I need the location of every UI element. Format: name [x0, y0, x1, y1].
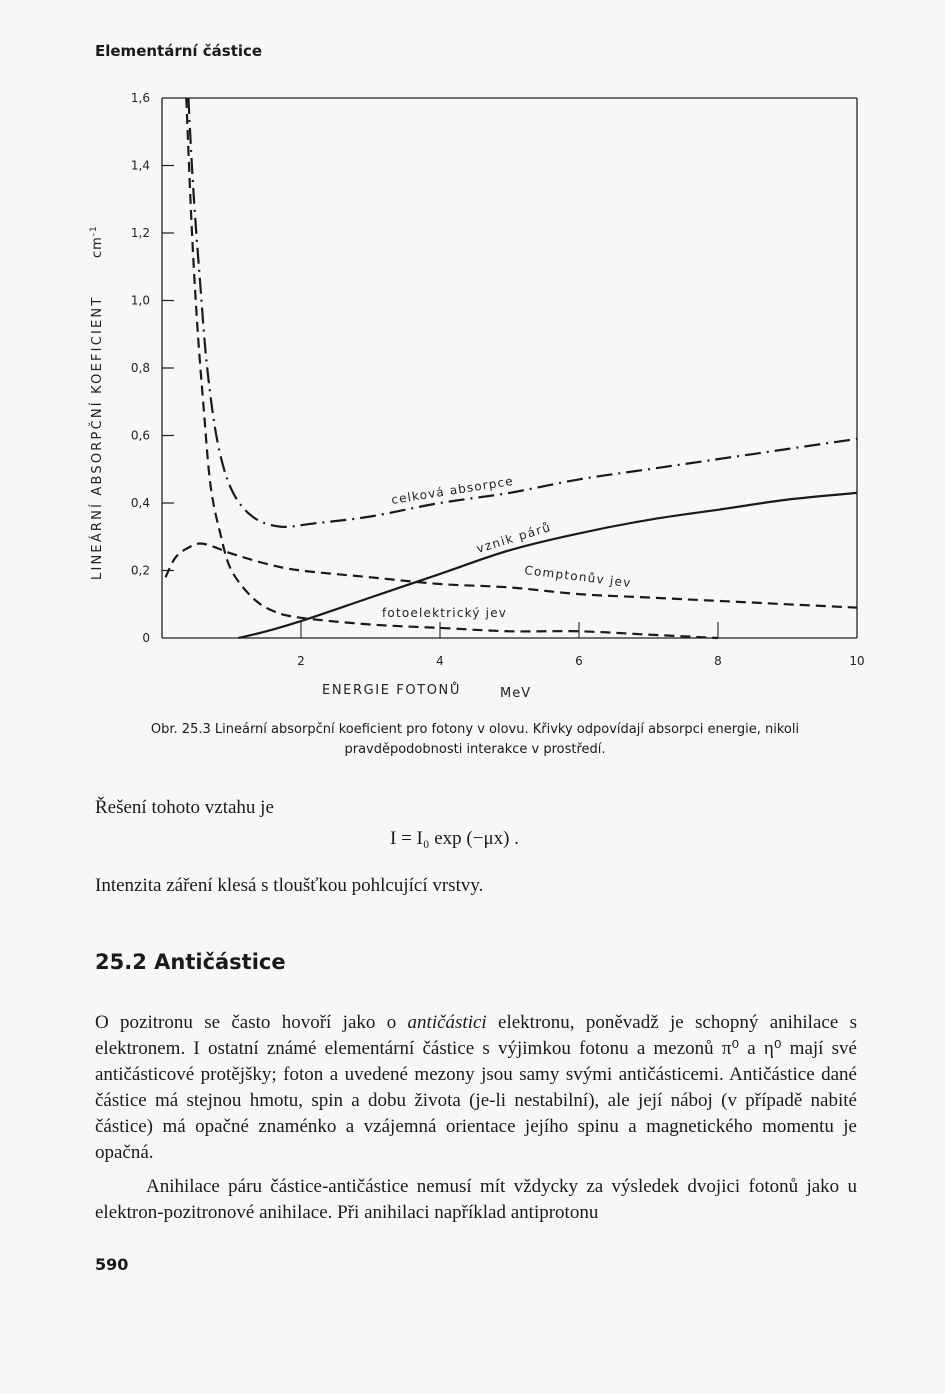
y-tick-label: 1,2	[130, 226, 150, 240]
y-tick-label: 0,8	[130, 361, 150, 375]
y-axis-label: LINEÁRNÍ ABSORPČNÍ KOEFICIENT	[90, 295, 105, 580]
equation: I = I₀ exp (−μx) .	[390, 828, 519, 849]
x-axis-unit: MeV	[500, 686, 532, 701]
plot-frame	[162, 98, 857, 638]
label-photoelectric-effect: fotoelektrický jev	[382, 606, 508, 620]
y-axis-unit: $cm^{-1}$	[89, 225, 105, 258]
y-tick-label: 0,6	[130, 428, 150, 443]
running-head: Elementární částice	[95, 42, 263, 60]
section-heading: 25.2 Antičástice	[95, 950, 286, 974]
label-pair-production: vznik párů	[474, 519, 554, 556]
y-tick-label: 1,4	[130, 158, 150, 173]
series-line-0	[188, 98, 857, 527]
page-number: 590	[95, 1255, 129, 1274]
x-tick-label: 6	[575, 654, 583, 668]
label-total-absorption: celková absorpce	[390, 473, 515, 507]
paragraph-antiparticle-start: O pozitronu se často hovoří jako o	[95, 1012, 408, 1033]
term-antiparticle: antičástici	[407, 1012, 487, 1033]
y-tick-label: 0,2	[130, 563, 150, 578]
paragraph-intensity: Intenzita záření klesá s tloušťkou pohlcující vrstvy.	[95, 875, 484, 896]
x-axis-label: ENERGIE FOTONŮ	[322, 683, 461, 698]
series-line-2	[166, 544, 858, 608]
figure-caption: Obr. 25.3 Lineární absorpční koeficient pro fotony v olovu. Křivky odpovídají absorpci energie, nikoli pravděpodobnosti interakce v prostředí.	[150, 722, 800, 757]
label-compton-effect: Comptonův jev	[523, 563, 633, 591]
y-tick-label: 1,6	[130, 91, 150, 105]
y-tick-label: 1,0	[130, 293, 150, 308]
paragraph-solution: Řešení tohoto vztahu je	[95, 797, 274, 818]
paragraph-antiparticle-rest: elektronu, poněvadž je schopný anihilace s elektronem. I ostatní známé elementární částice s výjimkou fotonu a mezonů π⁰ a η⁰ mají své antičásticové protějšky; foton a uvedené mezony jsou samy svými antičásticemi. Antičástice dané částice má stejnou hmotu, spin a dobu života (je-li nestabilní), ale její náboj (v případě nabité částice) má opačné znaménko a vzájemná orientace jejího spinu a magnetického momentu je opačná.	[95, 1012, 857, 1163]
curves	[166, 98, 858, 638]
y-tick-label: 0	[142, 631, 150, 645]
paragraph-antiparticle	[95, 1010, 857, 1166]
x-tick-label: 10	[849, 654, 865, 668]
x-tick-label: 2	[297, 654, 305, 668]
x-ticks	[297, 622, 864, 668]
x-tick-label: 4	[436, 654, 444, 668]
x-tick-label: 8	[714, 654, 722, 668]
y-tick-label: 0,4	[130, 496, 150, 510]
series-line-3	[186, 98, 718, 638]
paragraph-annihilation: Anihilace páru částice-antičástice nemusí mít vždycky za výsledek dvojici fotonů jako u elektron-pozitronové anihilace. Při anihilaci například antiprotonu	[95, 1176, 857, 1223]
y-ticks	[131, 91, 174, 645]
